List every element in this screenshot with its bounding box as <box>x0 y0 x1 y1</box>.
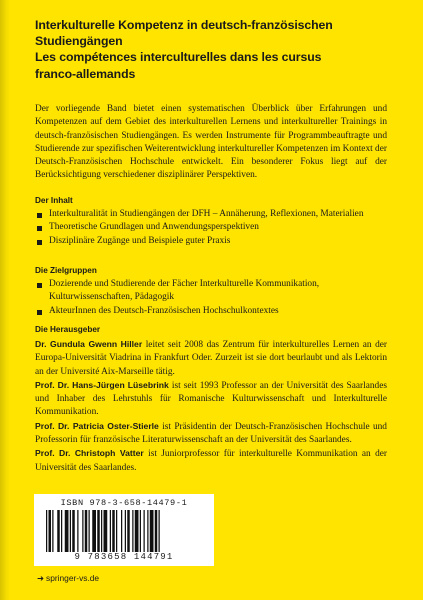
editor-entry <box>35 379 387 420</box>
contents-item: Disziplinäre Zugänge und Beispiele guter Praxis <box>35 235 387 248</box>
book-spine-edge <box>0 0 10 600</box>
intro-paragraph: Der vorliegende Band bietet einen systematischen Überblick über Erfahrungen und Kompetenzen auf dem Gebiet des interkulturellen Lernens und interkultureller Trainings in deutsch-französischen Studiengängen. Es werden Instrumente für Programmbeauftragte und Studierende zur spezifischen Weiterentwicklung interkultureller Kompetenzen im Kontext der Deutsch-Französischen Hochschule entwickelt. Ein besonderer Fokus liegt auf der Berücksichtigung verschiedener disziplinärer Perspektiven. <box>35 104 387 181</box>
editor-entry <box>35 338 387 379</box>
editor-entry <box>35 447 387 475</box>
barcode-digits: 9 783658 144791 <box>74 552 174 562</box>
editor-bio: leitet seit 2008 das Zentrum für interkulturelles Lernen an der Europa-Universität Viadrina in Frankfurt Oder. Zurzeit ist sie dort beurlaubt und als Lektorin an der Université Aix-Marseille tätig. <box>35 340 387 377</box>
isbn-label: ISBN 978-3-658-14479-1 <box>60 498 188 508</box>
audience-heading: Die Zielgruppen <box>35 266 97 275</box>
editor-bio: ist seit 1993 Professor an der Universität des Saarlandes und Inhaber des Lehrstuhls für Romanische Kulturwissenschaft und Interkulturelle Kommunikation. <box>35 380 387 418</box>
title-line-4: franco-allemands <box>35 66 136 81</box>
editors-heading: Die Herausgeber <box>35 325 101 334</box>
editor-bio: ist Präsidentin der Deutsch-Französischen Hochschule und Professorin für französische Literaturwissenschaft an der Universität des Saarlandes. <box>35 421 387 446</box>
barcode-bars-icon <box>44 510 204 552</box>
contents-heading: Der Inhalt <box>35 196 73 205</box>
isbn-barcode <box>34 494 214 566</box>
editor-entry <box>35 420 387 448</box>
title-line-2: Studiengängen <box>35 34 123 49</box>
editor-bio: ist Juniorprofessor für interkulturelle Kommunikation an der Universität des Saarlandes. <box>35 449 388 473</box>
editor-name: Prof. Dr. Hans-Jürgen Lüsebrink <box>35 379 169 390</box>
editor-name: Dr. Gundula Gwenn Hiller <box>35 339 143 349</box>
contents-item: Interkulturalität in Studiengängen der DFH – Annäherung, Reflexionen, Materialien <box>35 208 387 221</box>
audience-item: Dozierende und Studierende der Fächer Interkulturelle Kommunikation, Kulturwissenschaften, Pädagogik <box>35 278 387 305</box>
arrow-icon: ➜ <box>37 573 45 583</box>
title-line-1: Interkulturelle Kompetenz in deutsch-französischen <box>35 18 333 32</box>
publisher-logo <box>37 573 99 583</box>
editor-name: Prof. Dr. Patricia Oster-Stierle <box>35 420 159 431</box>
audience-list <box>35 278 387 318</box>
editors-list <box>35 338 387 475</box>
audience-item: AkteurInnen des Deutsch-Französischen Hochschulkontextes <box>35 305 387 318</box>
contents-list <box>35 208 387 248</box>
contents-item: Theoretische Grundlagen und Anwendungsperspektiven <box>35 221 387 234</box>
publisher-url: springer-vs.de <box>46 573 100 583</box>
title-line-3: Les compétences interculturelles dans les cursus <box>35 50 322 65</box>
book-title <box>35 17 405 82</box>
editor-name: Prof. Dr. Christoph Vatter <box>35 448 144 459</box>
